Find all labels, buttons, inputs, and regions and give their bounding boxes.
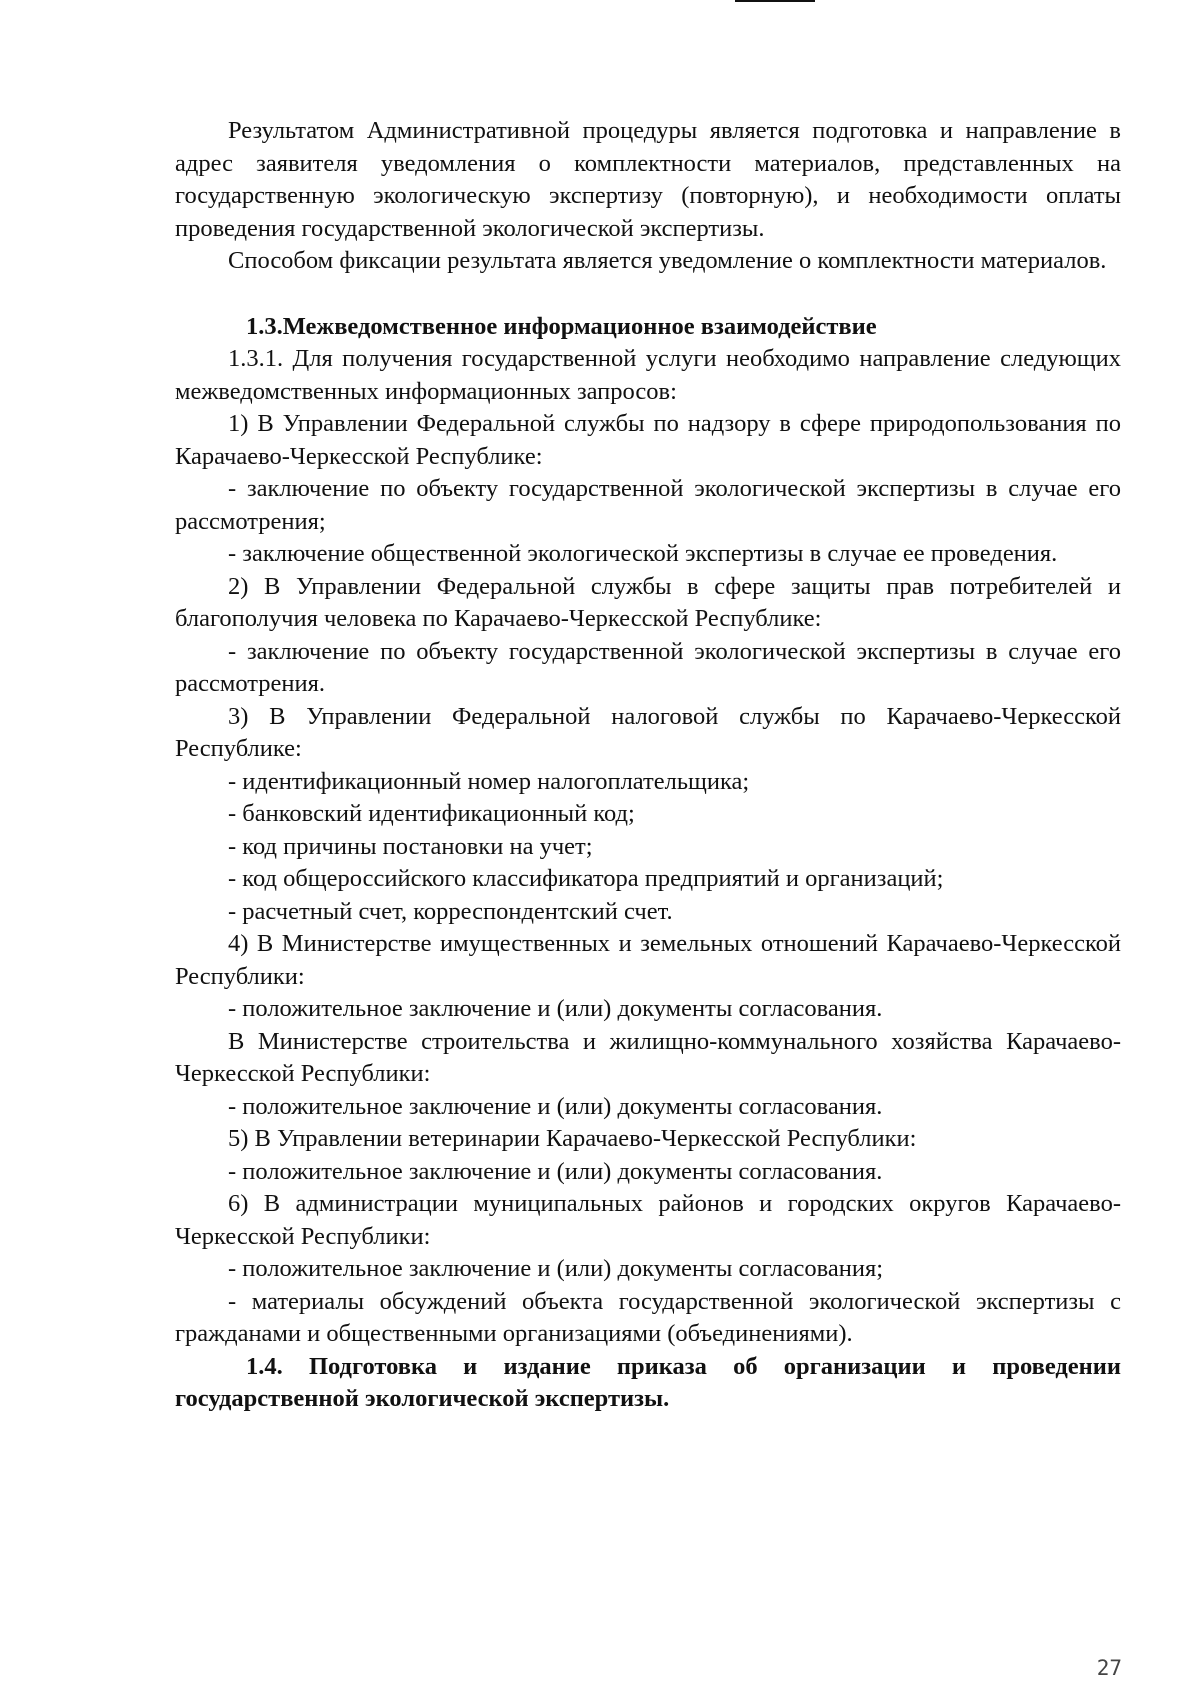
top-edge-mark: [735, 0, 815, 2]
list-subitem-6b: - материалы обсуждений объекта государственной экологической экспертизы с гражданами и общественными организациями (объединениями).: [175, 1287, 1121, 1347]
list-item-4: 4) В Министерстве имущественных и земельных отношений Карачаево-Черкесской Республики:: [175, 930, 1121, 990]
paragraph-fixation: Способом фиксации результата является уведомление о комплектности материалов.: [228, 247, 1107, 274]
list-subitem-3c: - код причины постановки на учет;: [228, 832, 593, 860]
page-number: 27: [1096, 1656, 1122, 1680]
list-subitem-1b: - заключение общественной экологической экспертизы в случае ее проведения.: [228, 540, 1058, 567]
list-subitem-3d: - код общероссийского классификатора предприятий и организаций;: [228, 865, 944, 892]
list-subitem-3a: - идентификационный номер налогоплательщика;: [228, 767, 750, 795]
list-subitem-4a: - положительное заключение и (или) документы согласования.: [228, 995, 883, 1022]
list-subitem-5a: - положительное заключение и (или) документы согласования.: [228, 1157, 883, 1185]
list-item-1: 1) В Управлении Федеральной службы по надзору в сфере природопользования по Карачаево-Черкесской Республике:: [175, 410, 1121, 470]
list-subitem-1a: - заключение по объекту государственной экологической экспертизы в случае его рассмотрения;: [175, 475, 1121, 535]
section-heading-1-3: 1.3.Межведомственное информационное взаимодействие: [246, 312, 877, 340]
list-subitem-3e: - расчетный счет, корреспондентский счет.: [228, 897, 673, 925]
section-heading-1-4: 1.4. Подготовка и издание приказа об организации и проведении государственной экологической экспертизы.: [175, 1352, 1121, 1412]
list-subitem-6a: - положительное заключение и (или) документы согласования;: [228, 1255, 884, 1282]
document-page: [175, 115, 1121, 1416]
list-subitem-4c: - положительное заключение и (или) документы согласования.: [228, 1092, 883, 1120]
list-item-3: 3) В Управлении Федеральной налоговой службы по Карачаево-Черкесской Республике:: [175, 702, 1121, 762]
list-item-2: 2) В Управлении Федеральной службы в сфере защиты прав потребителей и благополучия человека по Карачаево-Черкесской Республике:: [175, 572, 1121, 632]
list-subitem-2a: - заключение по объекту государственной экологической экспертизы в случае его рассмотрения.: [175, 637, 1121, 697]
list-item-5: 5) В Управлении ветеринарии Карачаево-Черкесской Республики:: [228, 1125, 917, 1152]
list-subitem-4b: В Министерстве строительства и жилищно-коммунального хозяйства Карачаево-Черкесской Республики:: [175, 1027, 1121, 1087]
paragraph-result: Результатом Административной процедуры является подготовка и направление в адрес заявителя уведомления о комплектности материалов, представленных на государственную экологическую экспертизу (повторную), и необходимости оплаты проведения государственной экологической экспертизы.: [175, 117, 1121, 242]
list-item-6: 6) В администрации муниципальных районов и городских округов Карачаево-Черкесской Республики:: [175, 1190, 1121, 1250]
paragraph-1-3-1: 1.3.1. Для получения государственной услуги необходимо направление следующих межведомственных информационных запросов:: [175, 345, 1121, 405]
list-subitem-3b: - банковский идентификационный код;: [228, 800, 635, 827]
